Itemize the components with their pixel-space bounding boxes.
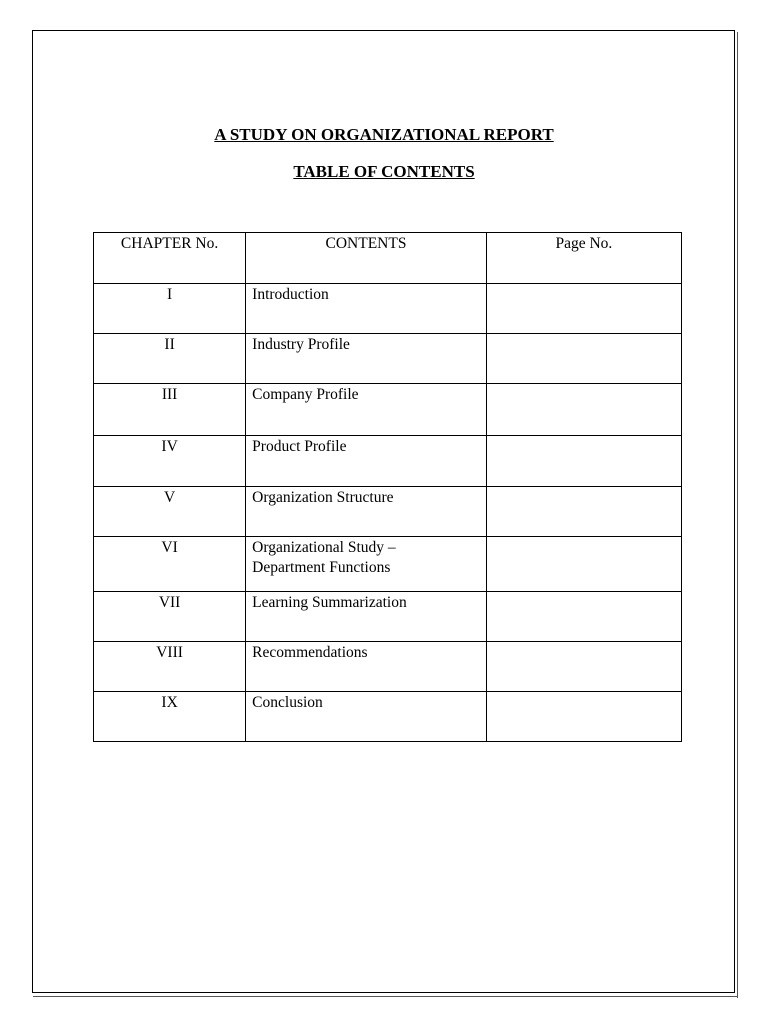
document-title: A STUDY ON ORGANIZATIONAL REPORT	[214, 125, 554, 144]
table-row	[94, 487, 682, 537]
page-cell	[486, 642, 681, 692]
contents-cell: Conclusion	[246, 692, 487, 742]
page-cell	[486, 537, 681, 592]
page-cell	[486, 436, 681, 487]
chapter-cell: VI	[94, 537, 246, 592]
document-subtitle: TABLE OF CONTENTS	[293, 162, 475, 181]
table-of-contents	[93, 232, 682, 742]
contents-cell	[246, 537, 487, 592]
table-row	[94, 334, 682, 384]
table-row	[94, 436, 682, 487]
contents-cell: Learning Summarization	[246, 592, 487, 642]
contents-cell: Industry Profile	[246, 334, 487, 384]
chapter-cell: III	[94, 384, 246, 436]
chapter-cell: IX	[94, 692, 246, 742]
table-row	[94, 537, 682, 592]
contents-line-2: Department Functions	[252, 559, 391, 576]
chapter-cell: V	[94, 487, 246, 537]
page-cell	[486, 692, 681, 742]
contents-cell: Product Profile	[246, 436, 487, 487]
page-shadow-bottom	[33, 996, 738, 997]
header-page: Page No.	[486, 233, 681, 284]
contents-cell: Organization Structure	[246, 487, 487, 537]
chapter-cell: II	[94, 334, 246, 384]
table-row	[94, 642, 682, 692]
table-row	[94, 384, 682, 436]
chapter-cell: IV	[94, 436, 246, 487]
chapter-cell: VII	[94, 592, 246, 642]
table-row	[94, 592, 682, 642]
page-cell	[486, 592, 681, 642]
chapter-cell: I	[94, 284, 246, 334]
table-header-row	[94, 233, 682, 284]
contents-cell: Company Profile	[246, 384, 487, 436]
page-cell	[486, 334, 681, 384]
contents-cell: Recommendations	[246, 642, 487, 692]
header-contents: CONTENTS	[246, 233, 487, 284]
contents-cell: Introduction	[246, 284, 487, 334]
header-chapter: CHAPTER No.	[94, 233, 246, 284]
page-cell	[486, 487, 681, 537]
page-cell	[486, 384, 681, 436]
table-row	[94, 692, 682, 742]
chapter-cell: VIII	[94, 642, 246, 692]
page-cell	[486, 284, 681, 334]
table-row	[94, 284, 682, 334]
contents-line-1: Organizational Study –	[252, 539, 396, 556]
